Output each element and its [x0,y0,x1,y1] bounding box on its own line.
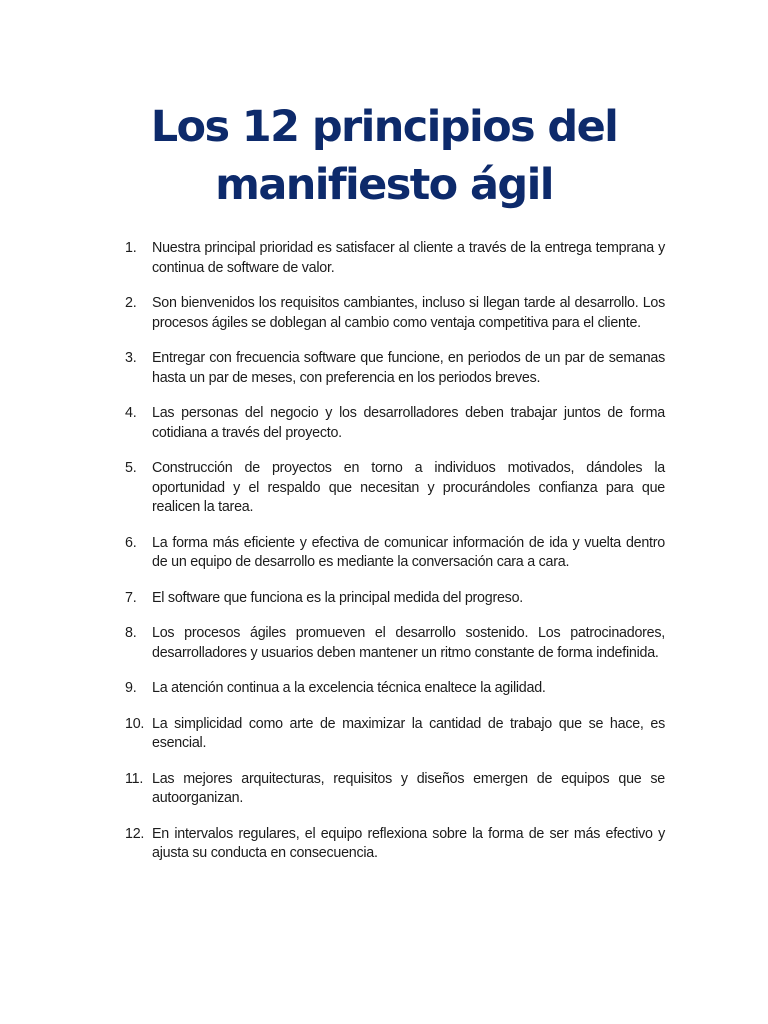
principle-number: 7. [125,589,137,606]
principle-item [125,589,665,609]
principle-text: Las mejores arquitecturas, requisitos y diseños emergen de equipos que se autoorganizan. [152,770,665,806]
principle-number: 10. [125,715,145,732]
principle-number: 1. [125,240,137,256]
page-title [0,98,768,214]
principle-text: La simplicidad como arte de maximizar la cantidad de trabajo que se hace, es esencial. [152,715,665,751]
principle-item [125,404,665,443]
principle-item [125,825,665,864]
principle-number: 2. [125,295,137,311]
principle-number: 9. [125,680,137,696]
principle-text: El software que funciona es la principal medida del progreso. [152,589,523,606]
principle-item [125,294,665,333]
principle-number: 8. [125,625,137,641]
principle-number: 6. [125,534,137,551]
principle-item [125,624,665,663]
principle-text: La forma más eficiente y efectiva de comunicar información de ida y vuelta dentro de un equipo de desarrollo es mediante la conversación cara a cara. [152,534,665,570]
principle-item [125,534,665,573]
principle-text: Construcción de proyectos en torno a individuos motivados, dándoles la oportunidad y el respaldo que necesitan y procurándoles confianza para que realicen la tarea. [152,460,665,515]
title-line-2: manifiesto ágil [215,160,553,210]
principle-number: 11. [125,770,144,787]
principle-text: Nuestra principal prioridad es satisfacer al cliente a través de la entrega temprana y continua de software de valor. [152,240,665,276]
principle-number: 5. [125,460,137,476]
principle-text: Entregar con frecuencia software que funcione, en periodos de un par de semanas hasta un par de meses, con preferencia en los periodos breves. [152,350,665,386]
title-line-1: Los 12 principios del [150,102,618,152]
principle-number: 3. [125,350,137,366]
principle-number: 12. [125,825,145,842]
principle-item [125,459,665,518]
principle-text: Los procesos ágiles promueven el desarrollo sostenido. Los patrocinadores, desarrolladores y usuarios deben mantener un ritmo constante de forma indefinida. [152,625,665,661]
principle-item [125,715,665,754]
principle-item [125,770,665,809]
principle-item [125,679,665,699]
principle-item [125,349,665,388]
principle-text: La atención continua a la excelencia técnica enaltece la agilidad. [152,680,546,696]
principle-text: Son bienvenidos los requisitos cambiantes, incluso si llegan tarde al desarrollo. Los procesos ágiles se doblegan al cambio como ventaja competitiva para el cliente. [152,295,665,331]
principle-number: 4. [125,405,137,421]
principle-item [125,239,665,278]
principle-text: En intervalos regulares, el equipo reflexiona sobre la forma de ser más efectivo y ajusta su conducta en consecuencia. [152,825,665,861]
principles-list [125,239,665,880]
principle-text: Las personas del negocio y los desarrolladores deben trabajar juntos de forma cotidiana a través del proyecto. [152,405,665,441]
